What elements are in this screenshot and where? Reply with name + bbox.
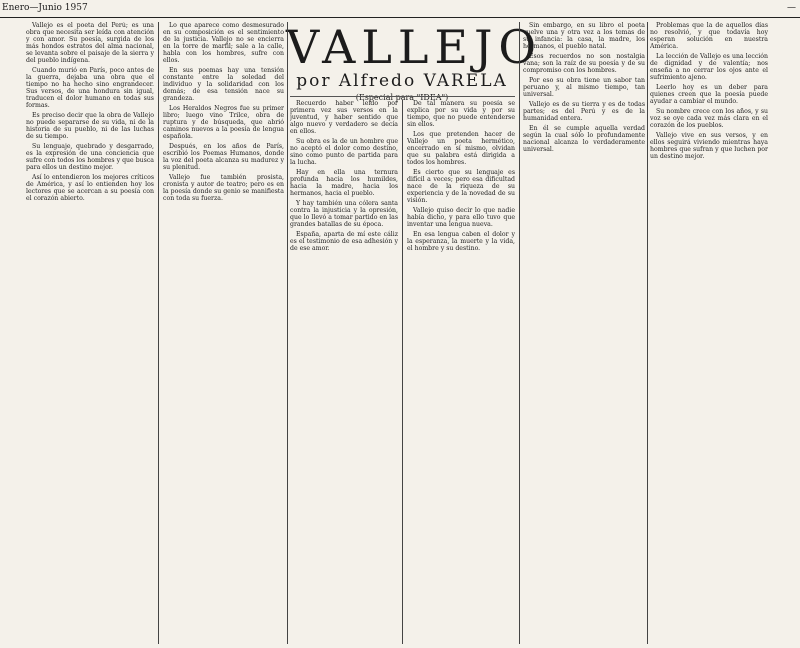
text-column-4: [407, 100, 515, 644]
text-column-1: [26, 22, 154, 644]
text-column-5: [523, 22, 645, 644]
paragraph: En él se cumple aquella verdad según la cual sólo lo profundamente nacional alcanza lo verdaderamente universal.: [523, 125, 645, 153]
paragraph: Y hay también una cólera santa contra la injusticia y la opresión, que lo llevó a tomar partido en las grandes batallas de su época.: [290, 200, 398, 228]
paragraph: Esos recuerdos no son nostalgia vana; son la raíz de su poesía y de su compromiso con los hombres.: [523, 53, 645, 74]
paragraph: Así lo entendieron los mejores críticos de América, y así lo entienden hoy los lectores que se acercan a su poesía con el corazón abierto.: [26, 174, 154, 202]
paragraph: Es cierto que su lenguaje es difícil a veces; pero esa dificultad nace de la riqueza de su experiencia y de la novedad de su visión.: [407, 169, 515, 204]
paragraph: Vallejo es el poeta del Perú; es una obra que necesita ser leída con atención y con amor. Su poesía, surgida de los más hondos estratos del alma nacional, se levanta sobre el paisaje de la sierra y del pueblo indígena.: [26, 22, 154, 64]
paragraph: Es preciso decir que la obra de Vallejo no puede separarse de su vida, ni de la historia de su pueblo, ni de las luchas de su tiempo.: [26, 112, 154, 140]
paragraph: España, aparta de mí este cáliz es el testimonio de esa adhesión y de ese amor.: [290, 231, 398, 252]
page-number: —: [787, 3, 796, 13]
column-divider: [647, 22, 648, 644]
column-divider: [402, 100, 403, 644]
paragraph: Su obra es la de un hombre que no aceptó el dolor como destino, sino como punto de partida para la lucha.: [290, 138, 398, 166]
paragraph: Los Heraldos Negros fue su primer libro; luego vino Trilce, obra de ruptura y de búsqueda, que abrió caminos nuevos a la poesía de lengua española.: [163, 105, 284, 140]
paragraph: Cuando murió en París, poco antes de la guerra, dejaba una obra que el tiempo no ha hecho sino engrandecer. Sus versos, de una hondura sin igual, traducen el dolor humano en todas sus formas.: [26, 67, 154, 109]
page-header: [0, 0, 800, 18]
article-title-block: [286, 20, 543, 102]
paragraph: Sin embargo, en su libro el poeta vuelve una y otra vez a los temas de su infancia: la casa, la madre, los hermanos, el pueblo natal.: [523, 22, 645, 50]
issue-label: Enero—Junio 1957: [2, 3, 88, 13]
text-column-6: [650, 22, 768, 644]
paragraph: Su nombre crece con los años, y su voz se oye cada vez más clara en el corazón de los pueblos.: [650, 108, 768, 129]
title-rule: [290, 96, 515, 97]
paragraph: Vallejo es de su tierra y es de todas partes; es del Perú y es de la humanidad entera.: [523, 101, 645, 122]
paragraph: Vallejo vive en sus versos, y en ellos seguirá viviendo mientras haya hombres que sufran y que luchen por un destino mejor.: [650, 132, 768, 160]
paragraph: Problemas que la de aquellos días no resolvió, y que todavía hoy esperan solución en nuestra América.: [650, 22, 768, 50]
paragraph: En sus poemas hay una tensión constante entre la soledad del individuo y la solidaridad con los demás; de esa tensión nace su grandeza.: [163, 67, 284, 102]
column-divider: [519, 22, 520, 644]
header-rule: [0, 17, 800, 18]
paragraph: Por eso su obra tiene un sabor tan peruano y, al mismo tiempo, tan universal.: [523, 77, 645, 98]
paragraph: Vallejo fue también prosista, cronista y autor de teatro; pero es en la poesía donde su genio se manifiesta con toda su fuerza.: [163, 174, 284, 202]
paragraph: Lo que aparece como desmesurado en su composición es el sentimiento de la justicia. Vallejo no se encierra en la torre de marfil; sale a la calle, habla con los hombres, sufre con ellos.: [163, 22, 284, 64]
paragraph: Recuerdo haber leído por primera vez sus versos en la juventud, y haber sentido que algo nuevo y verdadero se decía en ellos.: [290, 100, 398, 135]
column-divider: [158, 22, 159, 644]
text-column-3: [290, 100, 398, 644]
column-divider: [287, 22, 288, 644]
paragraph: En esa lengua caben el dolor y la esperanza, la muerte y la vida, el hombre y su destino.: [407, 231, 515, 252]
paragraph: De tal manera su poesía se explica por su vida y por su tiempo, que no puede entenderse sin ellos.: [407, 100, 515, 128]
paragraph: Los que pretenden hacer de Vallejo un poeta hermético, encerrado en sí mismo, olvidan que su palabra está dirigida a todos los hombres.: [407, 131, 515, 166]
paragraph: Después, en los años de París, escribió los Poemas Humanos, donde la voz del poeta alcanza su madurez y su plenitud.: [163, 143, 284, 171]
paragraph: Vallejo quiso decir lo que nadie había dicho, y para ello tuvo que inventar una lengua nueva.: [407, 207, 515, 228]
article-byline: por Alfredo VARELA: [296, 71, 508, 91]
paragraph: Leerlo hoy es un deber para quienes creen que la poesía puede ayudar a cambiar el mundo.: [650, 84, 768, 105]
paragraph: Hay en ella una ternura profunda hacia los humildes, hacia la madre, hacia los hermanos, hacia el pueblo.: [290, 169, 398, 197]
paragraph: La lección de Vallejo es una lección de dignidad y de valentía; nos enseña a no cerrar los ojos ante el sufrimiento ajeno.: [650, 53, 768, 81]
article-title: VALLEJO: [286, 20, 543, 74]
text-column-2: [163, 22, 284, 644]
paragraph: Su lenguaje, quebrado y desgarrado, es la expresión de una conciencia que sufre con todos los hombres y que busca para ellos un destino mejor.: [26, 143, 154, 171]
article-note: (Especial para "IDEA"): [355, 93, 449, 102]
